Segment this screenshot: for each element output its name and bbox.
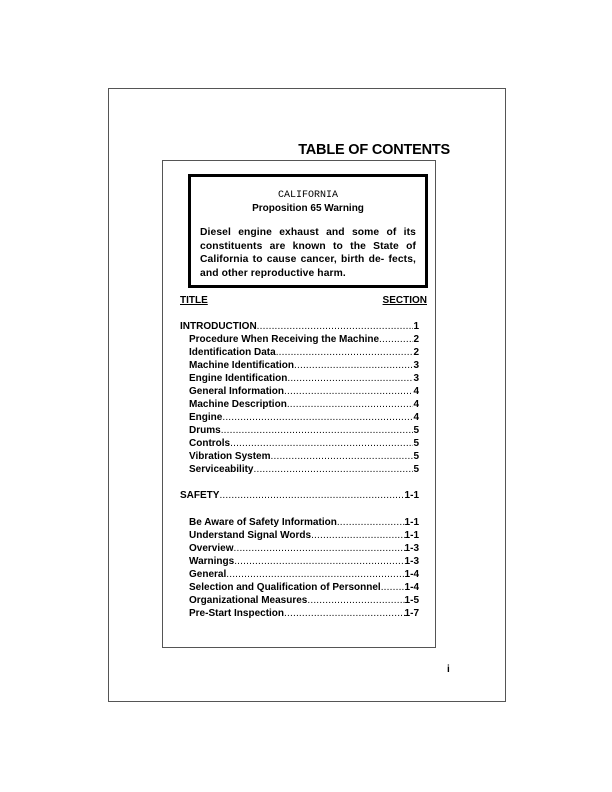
toc-entry-safety-information[interactable]: Be Aware of Safety Information ..... 1-1 (189, 516, 419, 529)
toc-entry-overview[interactable]: Overview ..... 1-3 (189, 542, 419, 555)
toc-entry-pre-start-inspection[interactable]: Pre-Start Inspection ..... 1-7 (189, 607, 419, 620)
toc-entry-signal-words[interactable]: Understand Signal Words ..... 1-1 (189, 529, 419, 542)
toc-entry-serviceability[interactable]: Serviceability ..... 5 (189, 463, 419, 476)
toc-entry-engine-identification[interactable]: Engine Identification ..... 3 (189, 372, 419, 385)
page-title: TABLE OF CONTENTS (298, 142, 450, 158)
toc-entry-introduction[interactable]: INTRODUCTION ..... 1 (180, 320, 419, 333)
section-column-header: SECTION (382, 295, 427, 306)
toc-entry-personnel[interactable]: Selection and Qualification of Personnel ..... 1-4 (189, 581, 419, 594)
toc-entry-drums[interactable]: Drums ..... 5 (189, 424, 419, 437)
page-number: i (447, 664, 450, 675)
toc-entry-engine[interactable]: Engine ..... 4 (189, 411, 419, 424)
warning-title-line2: Proposition 65 Warning (252, 203, 364, 214)
toc-entry-machine-identification[interactable]: Machine Identification ..... 3 (189, 359, 419, 372)
toc-entry-general[interactable]: General ..... 1-4 (189, 568, 419, 581)
toc-entry-machine-description[interactable]: Machine Description ..... 4 (189, 398, 419, 411)
toc-entry-vibration-system[interactable]: Vibration System ..... 5 (189, 450, 419, 463)
toc-entry-warnings[interactable]: Warnings ..... 1-3 (189, 555, 419, 568)
title-column-header: TITLE (180, 295, 208, 306)
toc-entry-procedure-when-receiving[interactable]: Procedure When Receiving the Machine ..... 2 (189, 333, 419, 346)
warning-title-line1: CALIFORNIA (277, 190, 338, 201)
toc-entry-general-information[interactable]: General Information ..... 4 (189, 385, 419, 398)
toc-entry-controls[interactable]: Controls ..... 5 (189, 437, 419, 450)
toc-entry-organizational-measures[interactable]: Organizational Measures ..... 1-5 (189, 594, 419, 607)
warning-body: Diesel engine exhaust and some of its constituents are known to the State of California to cause cancer, birth de- fects, and other reproductive harm. (200, 227, 416, 279)
prop65-warning-box (188, 174, 428, 288)
toc-entry-identification-data[interactable]: Identification Data ..... 2 (189, 346, 419, 359)
toc-entry-safety[interactable]: SAFETY ..... 1-1 (180, 489, 419, 502)
